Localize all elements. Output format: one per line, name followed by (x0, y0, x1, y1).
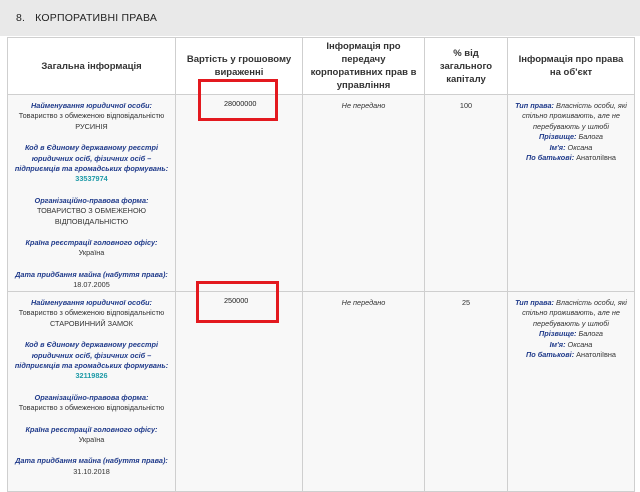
right-type-label: Тип права: (515, 298, 554, 307)
country: Україна (78, 435, 105, 445)
percent-cell: 25 (425, 292, 508, 492)
company-name: Товариство з обмеженою відповідальністю РУСИНІЯ (18, 111, 165, 131)
right-type-value: Власність особи, які спільно проживають, але не перебувають у шлюбі (522, 298, 627, 328)
header-transfer: Інформація про передачу корпоративних прав в управління (303, 38, 425, 95)
header-object-rights: Інформація про права на об'єкт (508, 38, 635, 95)
general-info-cell (8, 95, 176, 292)
date-label: Дата придбання майна (набуття права): (15, 456, 168, 466)
first-name-value: Оксана (567, 339, 593, 349)
patronymic-label: По батькові: (525, 350, 575, 360)
table-header-row (8, 38, 635, 95)
surname-label: Прізвище: (539, 329, 577, 339)
surname-label: Прізвище: (539, 132, 577, 142)
general-info-cell (8, 292, 176, 492)
patronymic-value: Анатоліївна (576, 350, 616, 360)
table-row (8, 292, 635, 492)
first-name-label: Ім'я: (549, 339, 566, 349)
highlight-box (198, 79, 278, 121)
surname-value: Балога (578, 329, 603, 339)
country-label: Країна реєстрації головного офісу: (25, 424, 158, 434)
object-rights-cell (508, 292, 635, 492)
section-header (0, 0, 640, 36)
transfer-cell: Не передано (303, 292, 425, 492)
header-percent: % від загального капіталу (425, 38, 508, 95)
section-number: 8. (16, 12, 26, 24)
code-label: Код в Єдиному державному реєстрі юридичних осіб, фізичних осіб – підприємців та громадських формувань: (14, 340, 169, 371)
acquisition-date: 18.07.2005 (73, 280, 110, 290)
right-type-label: Тип права: (515, 101, 554, 110)
form-label: Організаційно-правова форма: (34, 195, 149, 205)
section-title: КОРПОРАТИВНІ ПРАВА (35, 12, 158, 24)
acquisition-date: 31.10.2018 (73, 466, 110, 476)
patronymic-label: По батькові: (525, 153, 575, 163)
transfer-cell: Не передано (303, 95, 425, 292)
table-row (8, 95, 635, 292)
surname-value: Балога (578, 132, 603, 142)
name-label: Найменування юридичної особи: (31, 101, 152, 110)
patronymic-value: Анатоліївна (576, 153, 616, 163)
right-type-value: Власність особи, які спільно проживають, але не перебувають у шлюбі (522, 101, 627, 131)
value-cell: 250000 (176, 292, 303, 492)
company-code-link[interactable]: 33537974 (75, 174, 108, 184)
first-name-label: Ім'я: (549, 142, 566, 152)
country-label: Країна реєстрації головного офісу: (25, 238, 158, 248)
company-code-link[interactable]: 32119826 (75, 371, 108, 381)
header-general-info: Загальна інформація (8, 38, 176, 95)
first-name-value: Оксана (567, 142, 593, 152)
country: Україна (78, 248, 105, 258)
code-label: Код в Єдиному державному реєстрі юридичних осіб, фізичних осіб – підприємців та громадських формувань: (14, 143, 169, 174)
header-value: Вартість у грошовому вираженні (176, 38, 303, 95)
company-name: Товариство з обмеженою відповідальністю СТАРОВИННИЙ ЗАМОК (18, 308, 165, 328)
highlight-box (196, 281, 279, 323)
legal-form: Товариство з обмеженою відповідальністю (18, 403, 165, 413)
percent-cell: 100 (425, 95, 508, 292)
form-label: Організаційно-правова форма: (34, 392, 149, 402)
legal-form: ТОВАРИСТВО З ОБМЕЖЕНОЮ ВІДПОВІДАЛЬНІСТЮ (37, 206, 146, 226)
object-rights-cell (508, 95, 635, 292)
corporate-rights-table (7, 37, 635, 492)
date-label: Дата придбання майна (набуття права): (15, 269, 168, 279)
name-label: Найменування юридичної особи: (31, 298, 152, 307)
value-cell: 28000000 (176, 95, 303, 292)
